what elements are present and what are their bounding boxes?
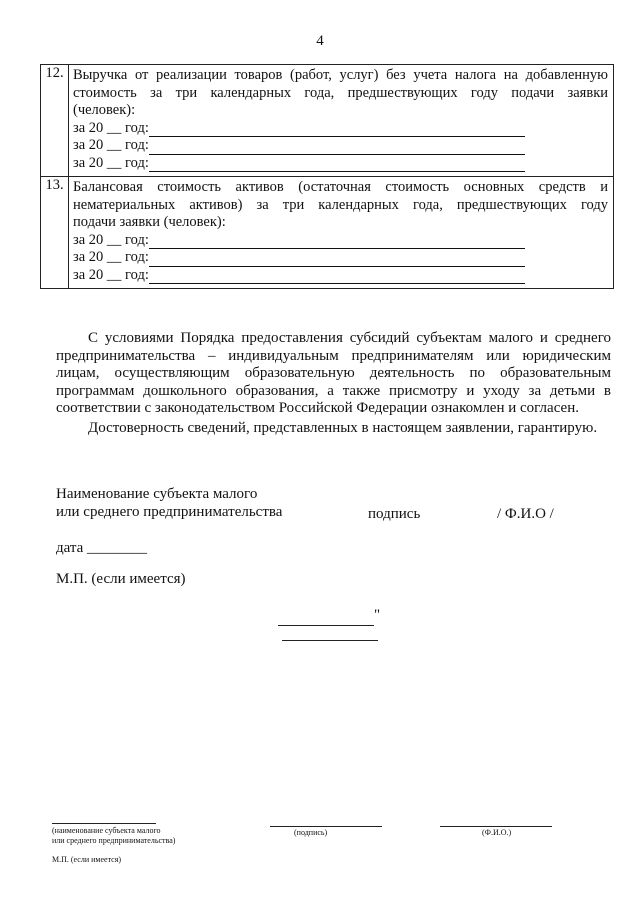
year-line bbox=[73, 267, 608, 285]
year-label: за 20 __ год: bbox=[73, 154, 149, 171]
quote-mark: " bbox=[374, 607, 381, 623]
signature-label: подпись bbox=[368, 506, 421, 522]
year-line bbox=[73, 137, 608, 155]
row-text-line: Выручка от реализации товаров (работ, услуг) без учета налога на добавленную bbox=[73, 67, 608, 83]
row-text-line: нематериальных активов) за три календарных года, предшествующих году bbox=[73, 196, 608, 213]
footer-signature-line bbox=[270, 826, 382, 827]
consent-paragraph: С условиями Порядка предоставления субсидий субъектам малого и среднего предпринимательства – индивидуальным предпринимателям или юридическим лицам, осуществляющим образовательную деятельность по образовательным программам дошкольного образования, а также присмотру и уходу за детьми в соответствии с законодательством Российской Федерации ознакомлен и согласен. bbox=[56, 330, 611, 417]
footer-signature-label: (подпись) bbox=[294, 828, 328, 837]
row-text-line: (человек): bbox=[73, 102, 136, 118]
footer-fio-label: (Ф.И.О.) bbox=[482, 828, 512, 837]
stamp-label: М.П. (если имеется) bbox=[56, 571, 186, 587]
answer-line[interactable] bbox=[149, 123, 525, 137]
row-number: 12. bbox=[41, 65, 69, 177]
row-number: 13. bbox=[41, 177, 69, 289]
page-number: 4 bbox=[316, 33, 324, 49]
answer-line[interactable] bbox=[149, 141, 525, 155]
blank-line bbox=[282, 640, 378, 641]
year-line bbox=[73, 249, 608, 267]
footer-entity-line bbox=[52, 823, 156, 824]
info-table bbox=[40, 64, 614, 289]
row-content bbox=[69, 177, 614, 289]
row-text-line: стоимость за три календарных года, предшествующих году подачи заявки bbox=[73, 84, 608, 101]
entity-name-label-line2: или среднего предпринимательства bbox=[56, 504, 283, 520]
footer-fio-line bbox=[440, 826, 552, 827]
year-label: за 20 __ год: bbox=[73, 231, 149, 248]
year-label: за 20 __ год: bbox=[73, 266, 149, 283]
answer-line[interactable] bbox=[149, 253, 525, 267]
date-field[interactable]: дата ________ bbox=[56, 540, 148, 556]
fio-label: / Ф.И.О / bbox=[497, 506, 554, 522]
year-line bbox=[73, 232, 608, 250]
answer-line[interactable] bbox=[149, 270, 525, 284]
footer-entity-label-line2: или среднего предпринимательства) bbox=[52, 836, 176, 845]
guarantee-paragraph: Достоверность сведений, представленных в настоящем заявлении, гарантирую. bbox=[88, 420, 598, 436]
table-row bbox=[41, 65, 614, 177]
footer-stamp-label: М.П. (если имеется) bbox=[52, 855, 122, 864]
answer-line[interactable] bbox=[149, 235, 525, 249]
answer-line[interactable] bbox=[149, 158, 525, 172]
table-row bbox=[41, 177, 614, 289]
row-text-line: подачи заявки (человек): bbox=[73, 214, 226, 230]
year-label: за 20 __ год: bbox=[73, 137, 149, 153]
year-label: за 20 __ год: bbox=[73, 249, 149, 265]
row-content bbox=[69, 65, 614, 177]
year-line bbox=[73, 155, 608, 173]
blank-line bbox=[278, 625, 374, 626]
row-text-line: Балансовая стоимость активов (остаточная стоимость основных средств и bbox=[73, 179, 608, 195]
footer-entity-label-line1: (наименование субъекта малого bbox=[52, 826, 161, 835]
year-label: за 20 __ год: bbox=[73, 119, 149, 136]
year-line bbox=[73, 120, 608, 138]
entity-name-label-line1: Наименование субъекта малого bbox=[56, 486, 258, 502]
